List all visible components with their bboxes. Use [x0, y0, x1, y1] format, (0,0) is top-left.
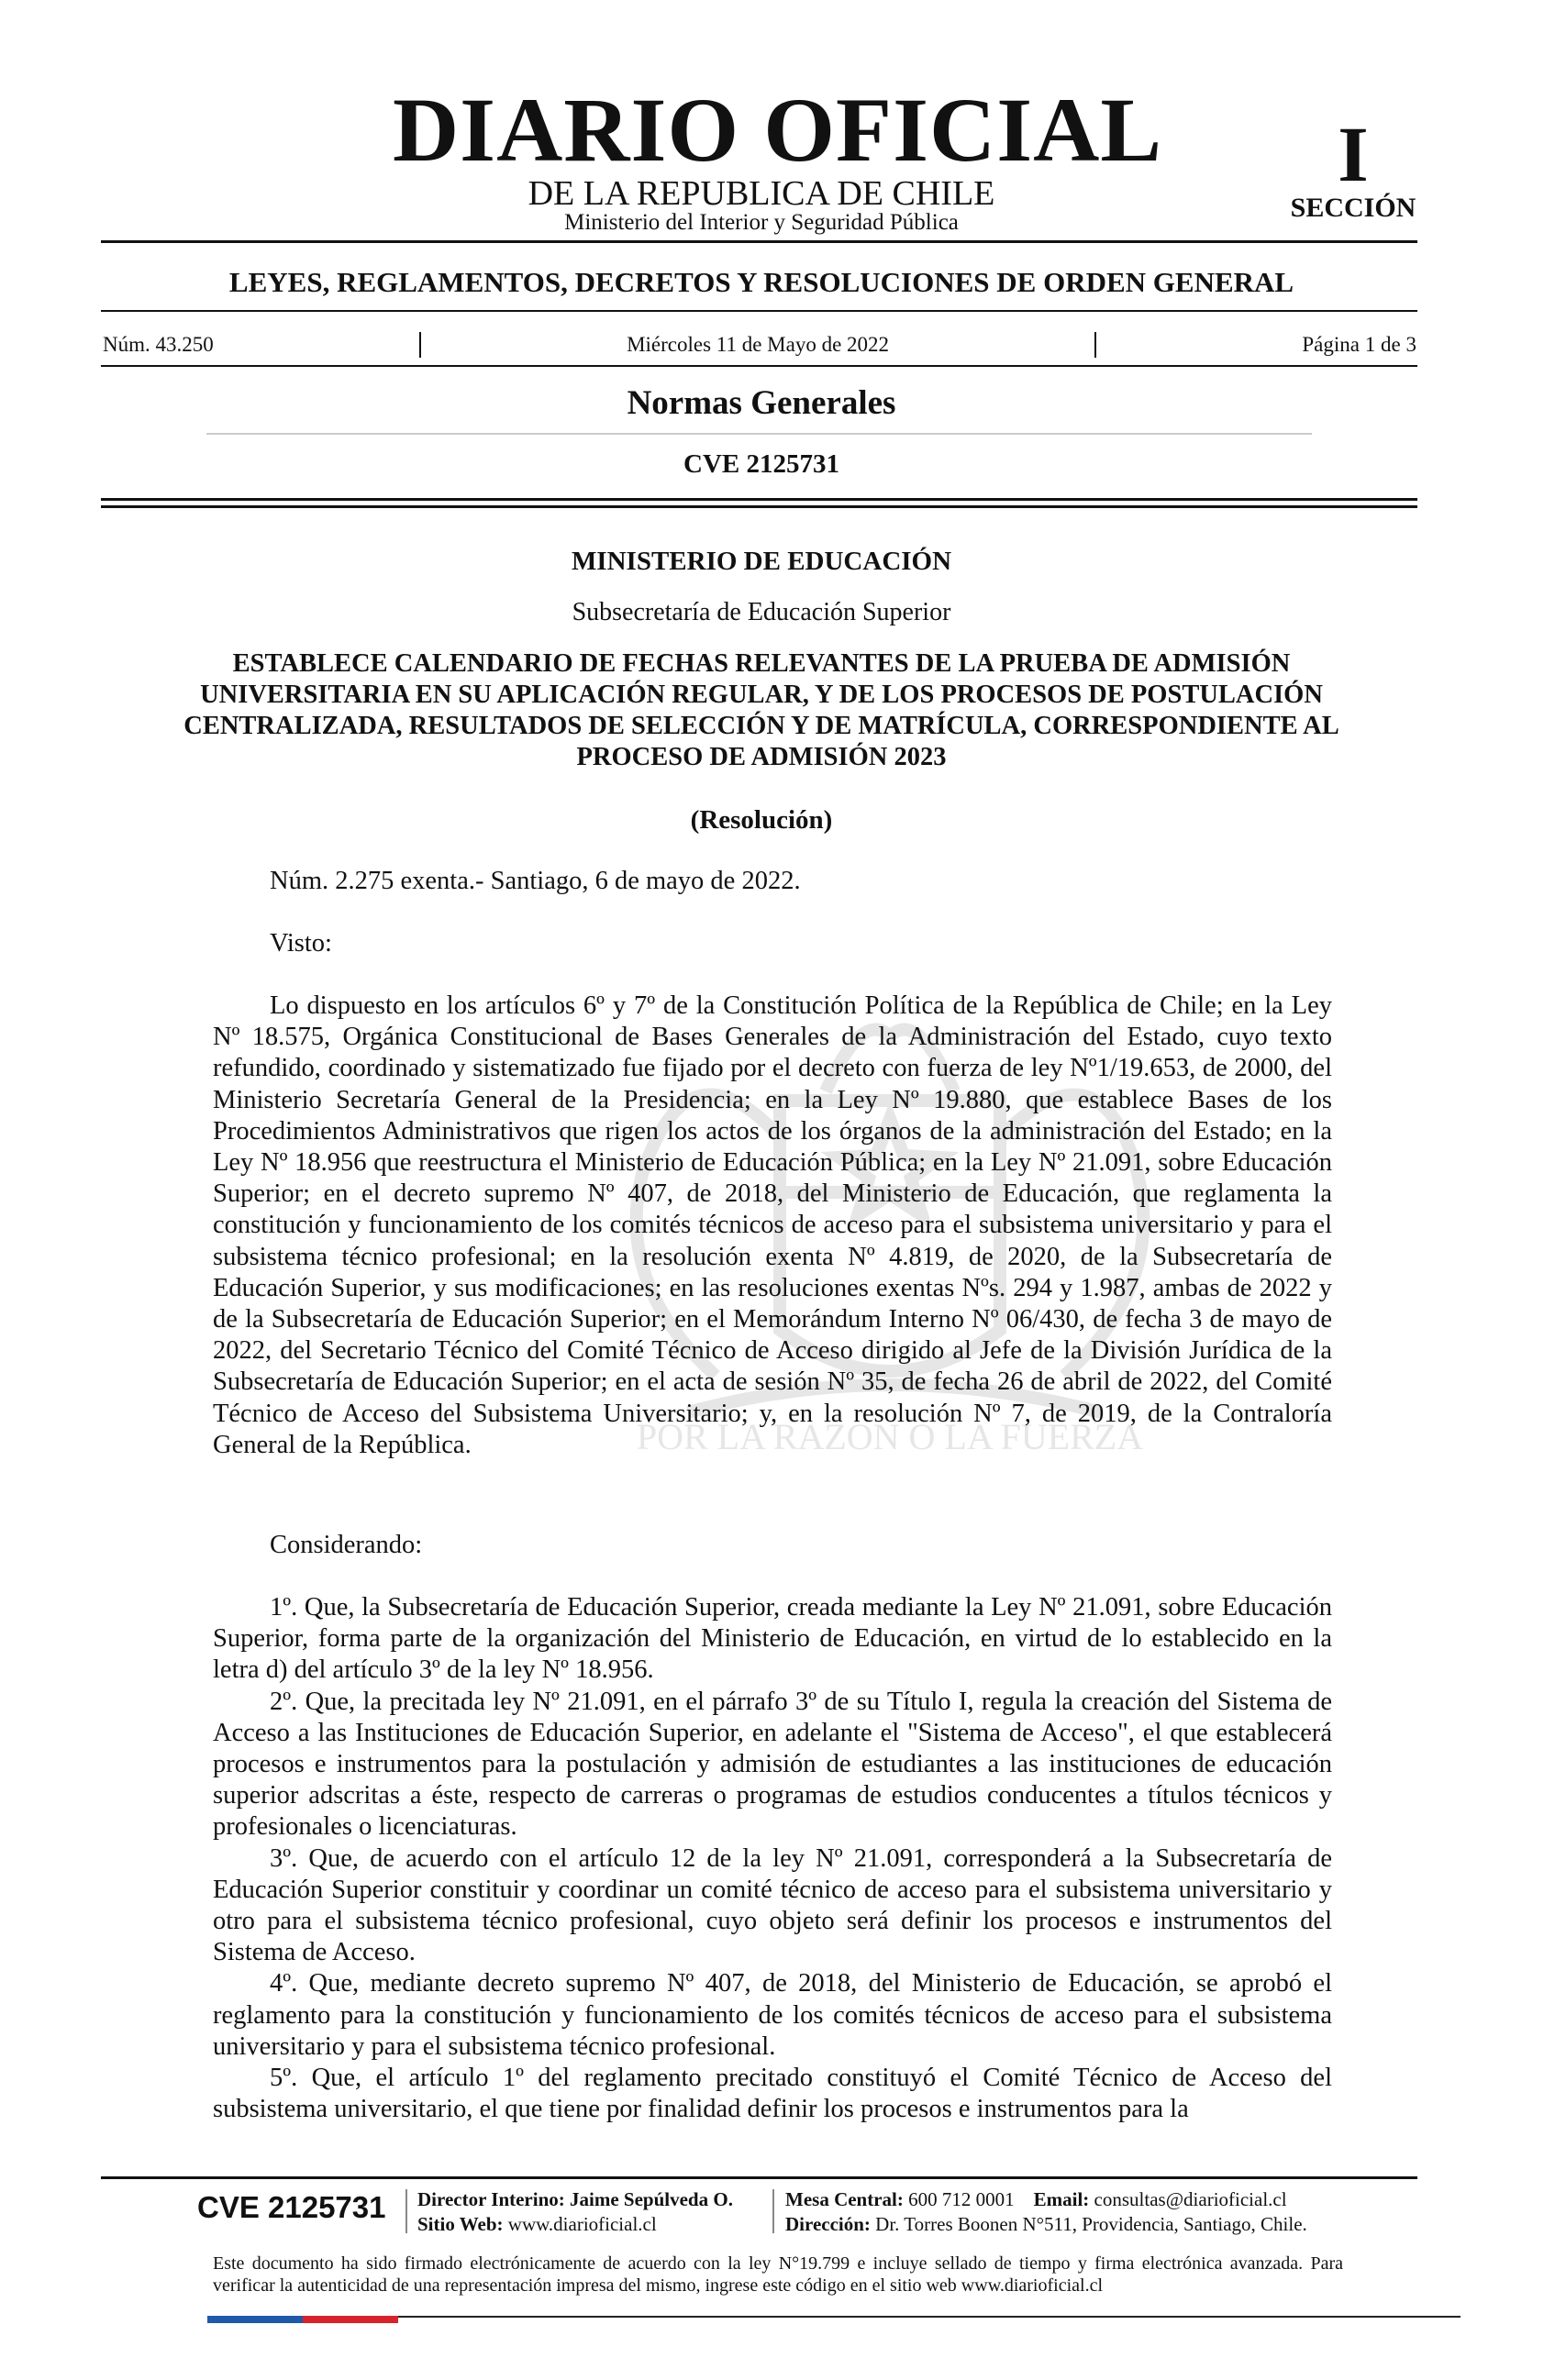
page-indicator: Página 1 de 3: [1302, 333, 1416, 356]
cve-code: CVE 2125731: [683, 449, 839, 479]
info-divider: [101, 365, 1417, 367]
subsecretaria-heading: Subsecretaría de Educación Superior: [572, 598, 951, 626]
masthead-ministry: Ministerio del Interior y Seguridad Pública: [564, 210, 959, 235]
footer-contact-left: [417, 2187, 733, 2237]
email-label: Email:: [1033, 2188, 1090, 2210]
visto-section: [213, 991, 1332, 1461]
considerando-paragraph: 4º. Que, mediante decreto supremo Nº 407, de 2018, del Ministerio de Educación, se aprobó el reglamento para la constitución y funcionamiento de los comités técnicos de acceso para el subsistema universitario y para el subsistema técnico profesional.: [213, 1969, 1332, 2061]
section-label: SECCIÓN: [1290, 193, 1416, 223]
resolution-type: (Resolución): [690, 805, 833, 835]
masthead-divider: [101, 240, 1417, 243]
footer-separator: [772, 2189, 774, 2233]
watermark-motto: POR LA RAZON O LA FUERZA: [636, 1416, 1144, 1457]
resolution-title: ESTABLECE CALENDARIO DE FECHAS RELEVANTES DE LA PRUEBA DE ADMISIÓN UNIVERSITARIA EN SU APLICACIÓN REGULAR, Y DE LOS PROCESOS DE POSTULACIÓN CENTRALIZADA, RESULTADOS DE SELECCIÓN Y DE MATRÍCULA, CORRESPONDIENTE AL PROCESO DE ADMISIÓN 2023: [183, 649, 1339, 771]
ministry-heading: MINISTERIO DE EDUCACIÓN: [571, 547, 952, 576]
considerando-paragraph: 3º. Que, de acuerdo con el artículo 12 de la ley Nº 21.091, corresponderá a la Subsecretaría de Educación Superior constituir y coordinar un comité técnico de acceso para el subsistema universitario y otro para el subsistema técnico profesional, cuyo objeto será definir los procesos e instrumentos del Sistema de Acceso.: [213, 1843, 1332, 1967]
web-link[interactable]: www.diarioficial.cl: [507, 2213, 657, 2235]
issue-info-bar: [103, 328, 1416, 361]
electronic-signature-note: Este documento ha sido firmado electrónicamente de acuerdo con la ley N°19.799 e incluye sellado de tiempo y firma electrónica avanzada. Para verificar la autenticidad de una representación impresa del mismo, ingrese este código en el sitio web www.diarioficial.cl: [213, 2253, 1343, 2296]
flag-stripe-blue: [207, 2316, 303, 2323]
considerando-section: [213, 1592, 1332, 2125]
director-name: Jaime Sepúlveda O.: [570, 2188, 733, 2210]
section-heading: Normas Generales: [627, 384, 896, 422]
category-divider: [101, 310, 1417, 312]
visto-paragraph: Lo dispuesto en los artículos 6º y 7º de la Constitución Política de la República de Chile; en la Ley Nº 18.575, Orgánica Constitucional de Bases Generales de la Administración del Estado, cuyo texto refundido, coordinado y sistematizado fue fijado por el decreto con fuerza de ley Nº1/19.653, de 2000, del Ministerio Secretaría General de la Presidencia; en la Ley Nº 19.880, que establece Bases de los Procedimientos Administrativos que rigen los actos de los órganos de la administración del Estado; en la Ley Nº 18.956 que reestructura el Ministerio de Educación Pública; en la Ley Nº 21.091, sobre Educación Superior; en el decreto supremo Nº 407, de 2018, del Ministerio de Educación, que reglamenta la constitución y funcionamiento de los comités técnicos de acceso para el subsistema universitario y para el subsistema técnico profesional; en la resolución exenta Nº 4.819, de 2020, de la Subsecretaría de Educación Superior, y sus modificaciones; en las resoluciones exentas Nºs. 294 y 1.987, ambas de 2022 y de la Subsecretaría de Educación Superior; en el Memorándum Interno Nº 06/430, de fecha 3 de mayo de 2022, del Secretario Técnico del Comité Técnico de Acceso dirigido al Jefe de la División Jurídica de la Subsecretaría de Educación Superior; en el acta de sesión Nº 35, de fecha 26 de abril de 2022, del Comité Técnico de Acceso del Subsistema Universitario; y, en la resolución Nº 7, de 2019, de la Contraloría General de la República.: [213, 991, 1332, 1459]
considerando-paragraph: 2º. Que, la precitada ley Nº 21.091, en el párrafo 3º de su Título I, regula la creación del Sistema de Acceso a las Instituciones de Educación Superior, en adelante el "Sistema de Acceso", el que establecerá procesos e instrumentos para la postulación y admisión de estudiantes a las instituciones de educación superior adscritas a éste, respecto de carreras o programas de estudios conducentes a títulos técnicos y profesionales o licenciaturas.: [213, 1687, 1332, 1842]
flag-stripe-red: [303, 2316, 398, 2323]
considerando-paragraph: 5º. Que, el artículo 1º del reglamento precitado constituyó el Comité Técnico de Acceso del subsistema universitario, el que tiene por finalidad definir los procesos e instrumentos para la: [213, 2064, 1332, 2124]
masthead-subtitle: DE LA REPUBLICA DE CHILE: [528, 174, 995, 213]
resolution-number-line: Núm. 2.275 exenta.- Santiago, 6 de mayo de 2022.: [270, 867, 801, 895]
info-separator: [1094, 332, 1096, 358]
considerando-paragraph: 1º. Que, la Subsecretaría de Educación Superior, creada mediante la Ley Nº 21.091, sobre Educación Superior, forma parte de la organización del Ministerio de Educación, en virtud de lo establecido en la letra d) del artículo 3º de la ley Nº 18.956.: [213, 1593, 1332, 1685]
considerando-label: Considerando:: [270, 1531, 423, 1559]
heading-divider-bottom: [101, 505, 1417, 508]
info-separator: [419, 332, 421, 358]
section-number: I: [1338, 110, 1369, 198]
web-label: Sitio Web:: [417, 2213, 504, 2235]
footer-separator: [405, 2189, 407, 2233]
email-link[interactable]: consultas@diarioficial.cl: [1094, 2188, 1287, 2210]
visto-label: Visto:: [270, 929, 332, 958]
footer-cve-code: CVE 2125731: [197, 2190, 386, 2224]
address-value: Dr. Torres Boonen N°511, Providencia, Santiago, Chile.: [875, 2213, 1307, 2235]
issue-date: Miércoles 11 de Mayo de 2022: [627, 333, 890, 356]
heading-divider-top: [101, 498, 1417, 501]
footer-divider: [101, 2176, 1417, 2179]
issue-number: Núm. 43.250: [103, 333, 214, 356]
phone-label: Mesa Central:: [785, 2188, 904, 2210]
category-heading: LEYES, REGLAMENTOS, DECRETOS Y RESOLUCIONES DE ORDEN GENERAL: [228, 266, 1294, 298]
footer-contact-right: [785, 2187, 1307, 2237]
director-label: Director Interino:: [417, 2188, 565, 2210]
address-label: Dirección:: [785, 2213, 871, 2235]
section-heading-rule: [206, 433, 1312, 435]
masthead-title: DIARIO OFICIAL: [392, 79, 1163, 181]
phone-value: 600 712 0001: [908, 2188, 1015, 2210]
